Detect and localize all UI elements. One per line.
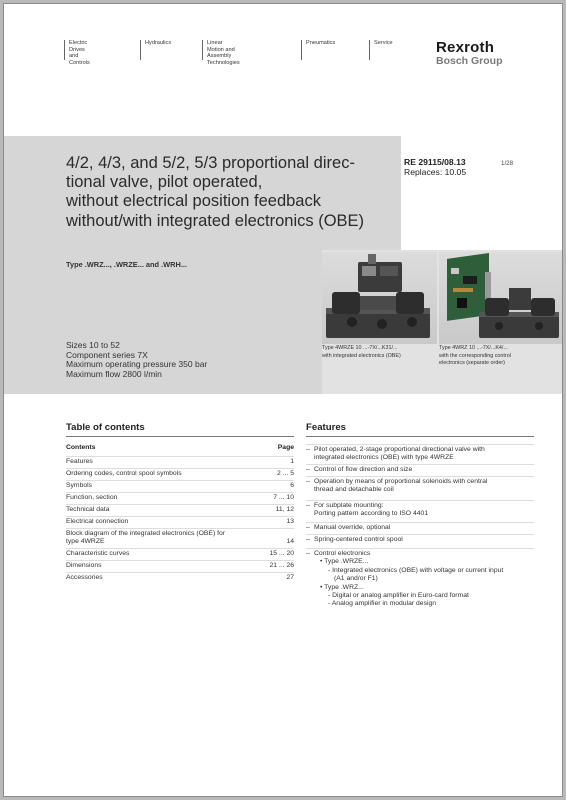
feature-item: [306, 500, 534, 519]
toc-row[interactable]: [66, 504, 294, 514]
toc-row-label: Features: [66, 458, 93, 465]
toc-row[interactable]: [66, 492, 294, 502]
rexroth-logo: [436, 40, 526, 67]
caption-line: Type 4WRZ 10 ...-7X/...K4/...: [439, 345, 508, 351]
page-title: [66, 154, 402, 231]
toc-row-page: 2 ... 5: [276, 470, 294, 477]
toc-row[interactable]: [66, 516, 294, 526]
toc-row-label: Electrical connection: [66, 518, 129, 525]
feature-line: Porting pattern according to ISO 4401: [314, 510, 429, 518]
toc-row[interactable]: [66, 548, 294, 558]
feature-line: thread and detachable coil: [314, 486, 394, 494]
bullet-dash: –: [306, 550, 310, 557]
spec-line: Maximum operating pressure 350 bar: [66, 359, 208, 369]
toc-row-page: 14: [286, 538, 294, 546]
caption-line: with integrated electronics (OBE): [322, 352, 401, 359]
re-number: RE 29115/08.13: [404, 157, 466, 167]
page-number: 1/28: [501, 160, 514, 167]
toc-row[interactable]: [66, 560, 294, 570]
feature-subitem: (A1 and/or F1): [334, 575, 378, 583]
toc-column-headers: [66, 444, 294, 451]
type-designation: Type .WRZ..., .WRZE... and .WRH...: [66, 260, 187, 269]
feature-subitem: - Analog amplifier in modular design: [328, 600, 437, 608]
feature-line: For subplate mounting:: [314, 502, 384, 509]
caption-line: Type 4WRZE 10 ...-7X/...K31/...: [322, 345, 398, 351]
feature-line: Pilot operated, 2-stage proportional directional valve with: [314, 446, 485, 453]
nav-item-line: Linear Motion and: [207, 40, 235, 53]
nav-item-line: Electric Drives: [69, 40, 88, 53]
feature-item: [306, 476, 534, 495]
toc-row-page: 13: [286, 518, 294, 525]
bullet-dash: –: [306, 524, 310, 531]
toc-row-page: 27: [286, 574, 294, 581]
toc-row-page: 7 ... 10: [273, 494, 294, 501]
toc-heading: Table of contents: [66, 422, 294, 437]
toc-row[interactable]: [66, 528, 294, 547]
nav-item-service[interactable]: [369, 40, 393, 60]
feature-item: [306, 464, 534, 474]
bullet-dash: –: [306, 502, 310, 509]
spec-line: Component series 7X: [66, 349, 148, 360]
valve-photo-obe: [322, 252, 437, 344]
photo-caption-left: [322, 345, 401, 360]
bullet-dash: –: [306, 466, 310, 473]
feature-item: [306, 444, 534, 463]
title-line: without/with integrated electronics (OBE): [66, 211, 365, 230]
toc-row-page: 11, 12: [275, 506, 294, 513]
toc-row[interactable]: [66, 468, 294, 478]
photo-caption-right: [439, 345, 511, 368]
nav-item-hydraulics[interactable]: [140, 40, 171, 60]
title-line: tional valve, pilot operated,: [66, 173, 263, 192]
feature-subitem: - Integrated electronics (OBE) with voltage or current input: [328, 566, 504, 574]
feature-subitem: • Type .WRZE...: [320, 558, 369, 566]
feature-item: [306, 548, 534, 609]
toc-row-label: Symbols: [66, 482, 93, 489]
toc-col-contents: Contents: [66, 444, 96, 451]
logo-brand: Rexroth: [436, 39, 495, 56]
logo-group: Bosch Group: [436, 55, 503, 67]
caption-line: with the corresponding control: [439, 352, 511, 359]
toc-row-label: Function, section: [66, 494, 118, 501]
specs-list: [66, 341, 207, 379]
nav-item-line: and Controls: [69, 53, 90, 66]
feature-line: Manual override, optional: [314, 524, 391, 531]
toc-col-page: Page: [277, 444, 294, 451]
toc-row-page: 15 ... 20: [269, 550, 294, 557]
toc-row-label: type 4WRZE: [66, 538, 105, 546]
toc-row-page: 21 ... 26: [269, 562, 294, 569]
toc-row[interactable]: [66, 480, 294, 490]
title-line: without electrical position feedback: [66, 192, 321, 211]
nav-item-electric-drives[interactable]: [64, 40, 90, 66]
nav-item-pneumatics[interactable]: [301, 40, 335, 60]
feature-line: integrated electronics (OBE) with type 4WRZE: [314, 454, 454, 462]
toc-row-label: Dimensions: [66, 562, 102, 569]
toc-row[interactable]: [66, 572, 294, 582]
title-line: 4/2, 4/3, and 5/2, 5/3 proportional direc-: [66, 154, 355, 172]
toc-row-page: 6: [290, 482, 294, 489]
nav-item-line: Assembly Technologies: [207, 53, 240, 66]
document-reference: [404, 158, 466, 177]
nav-item-linear-motion[interactable]: [202, 40, 240, 66]
toc-row[interactable]: [66, 456, 294, 466]
spec-line: Maximum flow 2800 l/min: [66, 368, 162, 379]
toc-row-label: Block diagram of the integrated electronics (OBE) for: [66, 530, 226, 537]
feature-line: Control of flow direction and size: [314, 466, 413, 473]
nav-item-line: Hydraulics: [145, 40, 172, 46]
feature-item: [306, 534, 534, 544]
feature-line: Spring-centered control spool: [314, 536, 403, 543]
nav-item-line: Service: [374, 40, 393, 46]
replaces-text: Replaces: 10.05: [404, 166, 467, 177]
feature-subitem: • Type .WRZ...: [320, 583, 364, 591]
feature-line: Operation by means of proportional solenoids with central: [314, 478, 488, 485]
bullet-dash: –: [306, 536, 310, 543]
datasheet-page: [3, 3, 563, 797]
nav-item-line: Pneumatics: [306, 40, 336, 46]
feature-item: [306, 522, 534, 532]
caption-line: electronics (separate order): [439, 360, 505, 367]
bullet-dash: –: [306, 446, 310, 453]
toc-row-label: Technical data: [66, 506, 110, 513]
spec-line: Sizes 10 to 52: [66, 340, 120, 350]
valve-photo-control-card: [439, 252, 562, 344]
feature-subitem: - Digital or analog amplifier in Euro-card format: [328, 592, 469, 600]
toc-row-label: Ordering codes, control spool symbols: [66, 470, 182, 477]
toc-row-label: Characteristic curves: [66, 550, 130, 557]
features-heading: Features: [306, 422, 534, 437]
bullet-dash: –: [306, 478, 310, 485]
feature-line: Control electronics: [314, 550, 371, 557]
toc-row-label: Accessories: [66, 574, 103, 581]
toc-row-page: 1: [290, 458, 294, 465]
